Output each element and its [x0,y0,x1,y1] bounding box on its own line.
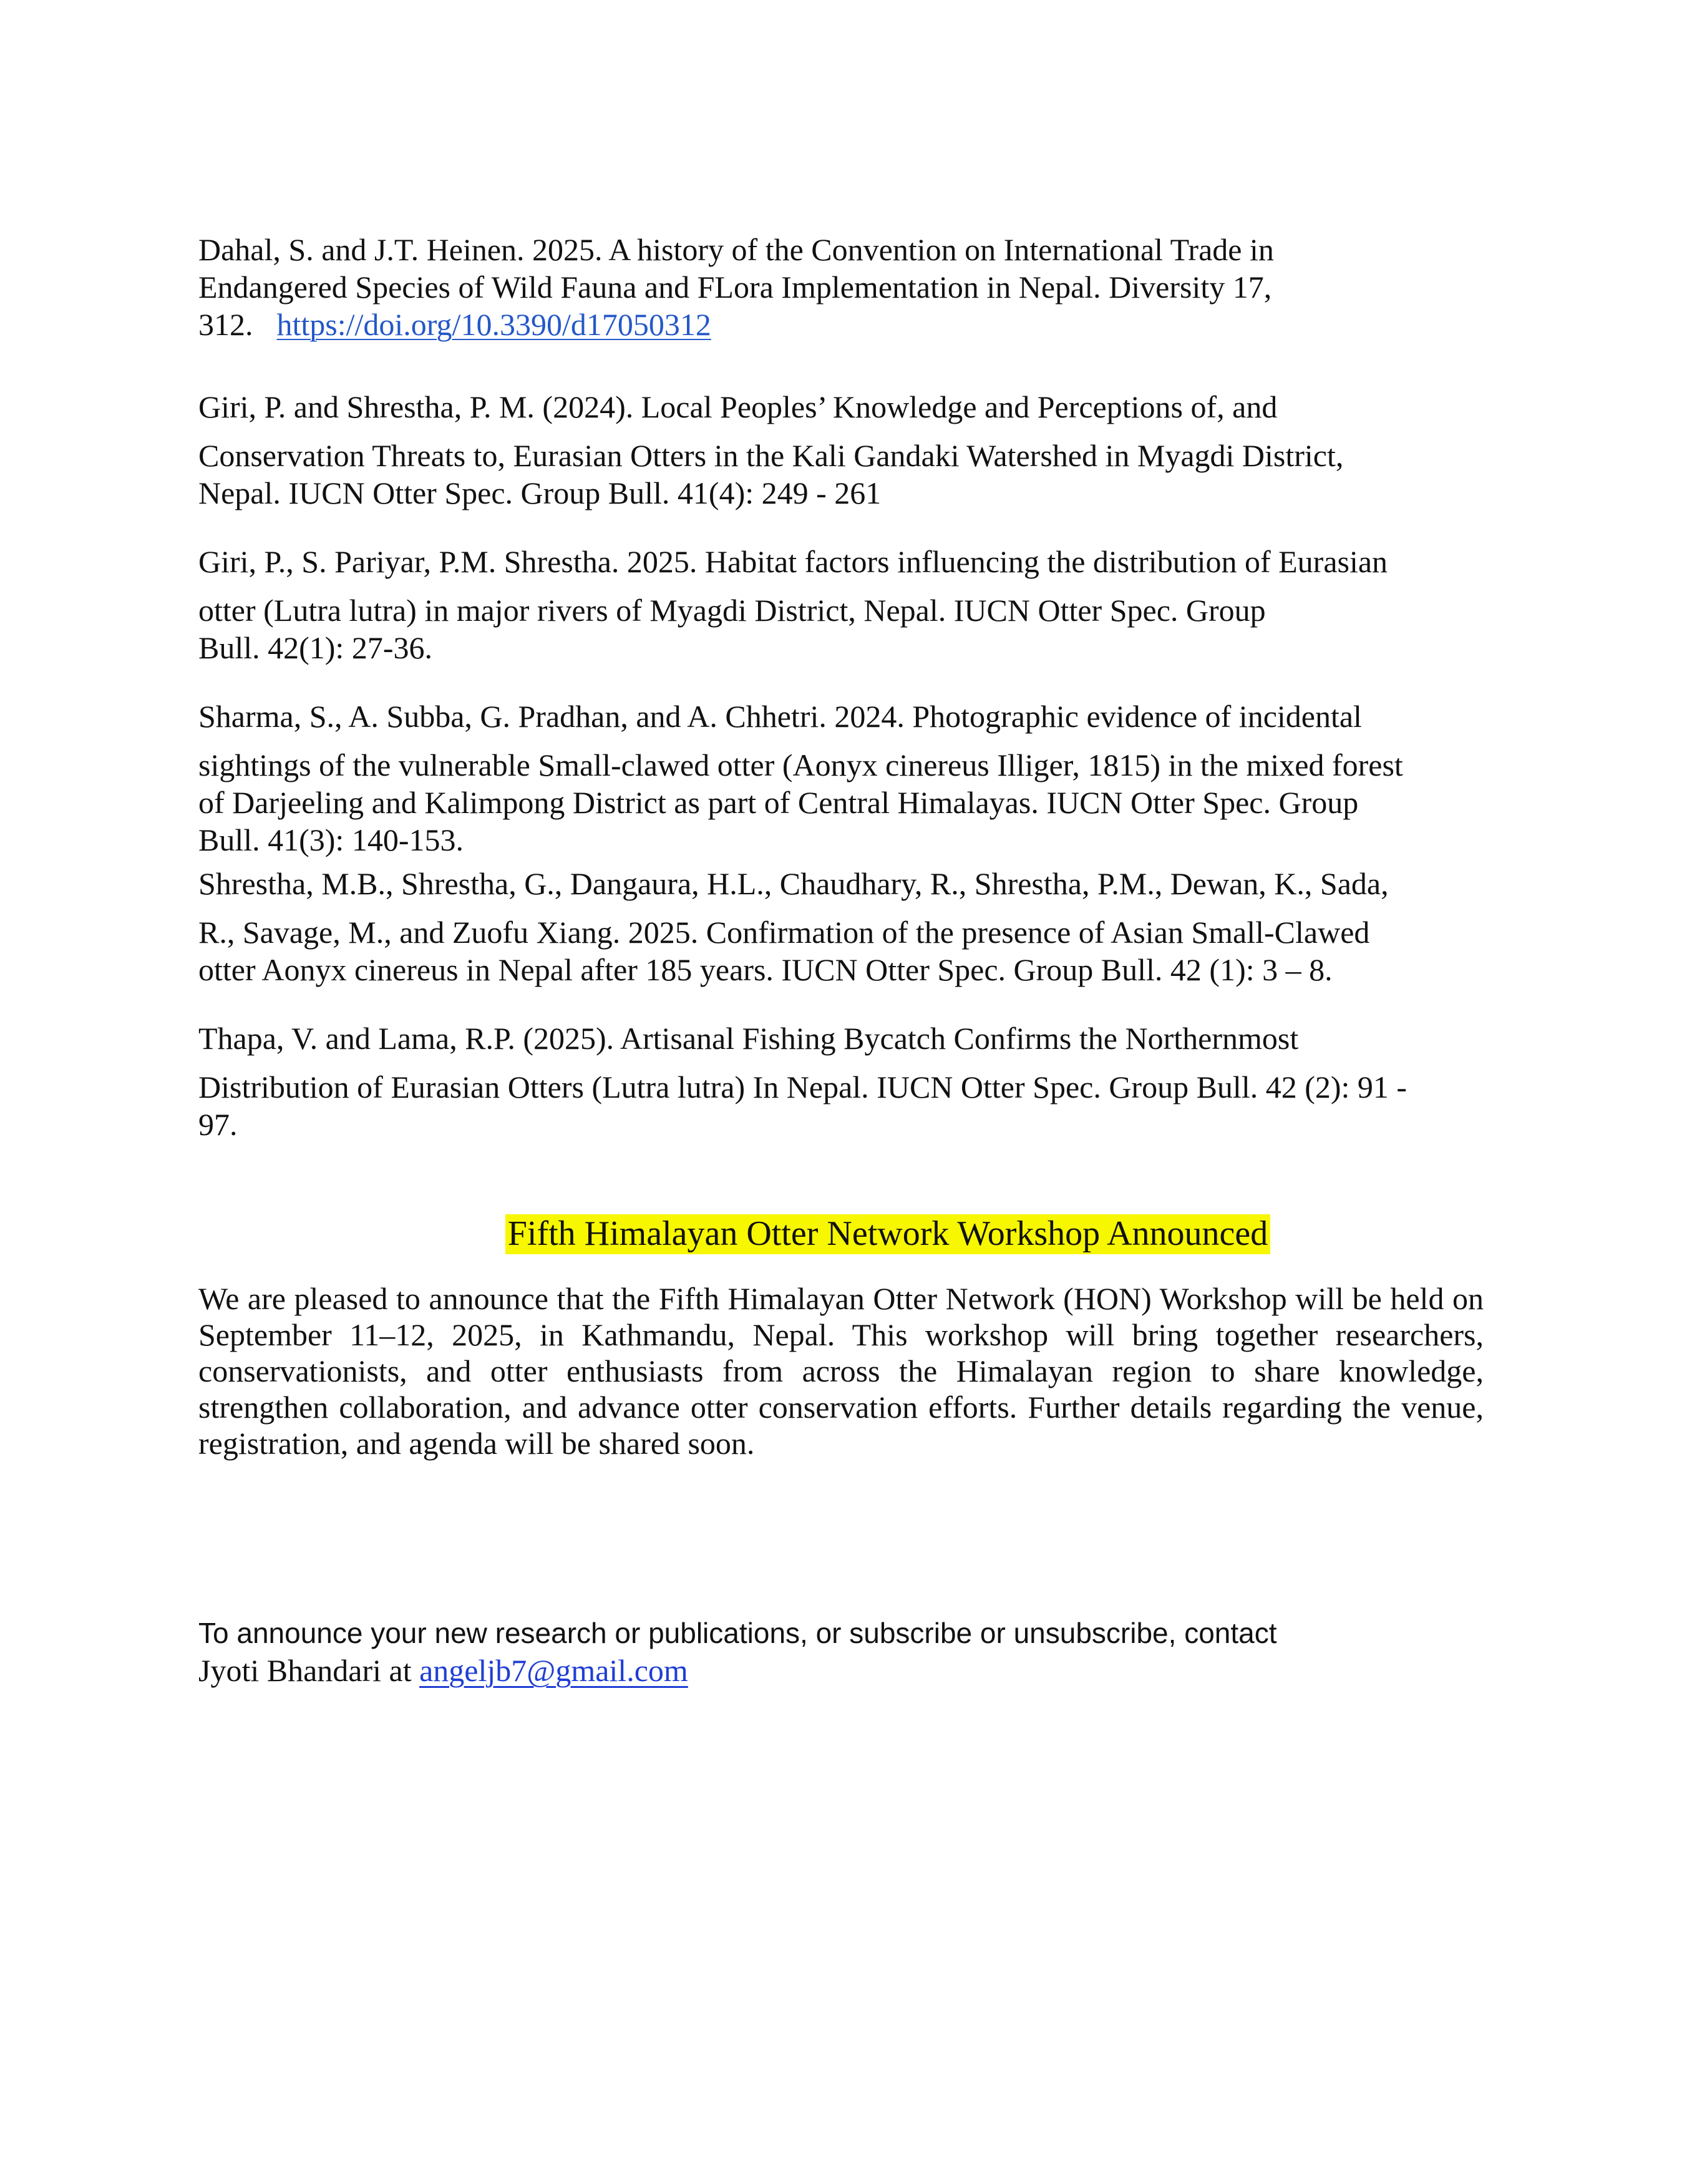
reference-line: Giri, P., S. Pariyar, P.M. Shrestha. 2025. Habitat factors influencing the distribution of Eurasian [198,544,1388,579]
reference-line: Giri, P. and Shrestha, P. M. (2024). Local Peoples’ Knowledge and Perceptions of, and [198,389,1278,424]
contact-person [198,1652,1577,1689]
email-link[interactable]: angeljb7@gmail.com [419,1653,688,1688]
document-page [198,231,1577,1689]
reference-line: Sharma, S., A. Subba, G. Pradhan, and A. Chhetri. 2024. Photographic evidence of incidental [198,699,1362,734]
contact-instructions: To announce your new research or publications, or subscribe or unsubscribe, contact [198,1617,1277,1649]
reference-line [198,306,1577,343]
contact-name: Jyoti Bhandari at [198,1653,412,1688]
reference-page-number: 312. [198,307,253,342]
reference-line: sightings of the vulnerable Small-clawed otter (Aonyx cinereus Illiger, 1815) in the mixed forest [198,748,1403,782]
reference-giri-pariyar-2025 [198,543,1577,666]
reference-line: R., Savage, M., and Zuofu Xiang. 2025. Confirmation of the presence of Asian Small-Clawed [198,915,1370,950]
announcement-title-highlight: Fifth Himalayan Otter Network Workshop Announced [505,1214,1270,1254]
announcement-heading [198,1212,1577,1255]
doi-link[interactable]: https://doi.org/10.3390/d17050312 [276,307,711,342]
contact-note [198,1614,1577,1689]
reference-thapa-lama-2025 [198,1020,1577,1143]
reference-sharma-2024 [198,698,1577,859]
reference-line: Distribution of Eurasian Otters (Lutra lutra) In Nepal. IUCN Otter Spec. Group Bull. 42 (2): 91 - [198,1070,1407,1104]
reference-giri-shrestha-2024 [198,388,1577,512]
reference-line: Endangered Species of Wild Fauna and FLora Implementation in Nepal. Diversity 17, [198,270,1272,305]
reference-line: 97. [198,1107,238,1142]
reference-line: of Darjeeling and Kalimpong District as part of Central Himalayas. IUCN Otter Spec. Group [198,785,1359,820]
reference-dahal-2025 [198,231,1577,343]
reference-line: Dahal, S. and J.T. Heinen. 2025. A history of the Convention on International Trade in [198,232,1274,267]
reference-line: Conservation Threats to, Eurasian Otters in the Kali Gandaki Watershed in Myagdi District, [198,438,1344,473]
reference-line: Shrestha, M.B., Shrestha, G., Dangaura, H.L., Chaudhary, R., Shrestha, P.M., Dewan, K., Sada, [198,866,1389,901]
reference-line: Nepal. IUCN Otter Spec. Group Bull. 41(4): 249 - 261 [198,475,882,510]
reference-shrestha-2025 [198,865,1577,988]
reference-line: otter Aonyx cinereus in Nepal after 185 years. IUCN Otter Spec. Group Bull. 42 (1): 3 – 8. [198,952,1333,987]
reference-line: Bull. 41(3): 140-153. [198,822,464,857]
reference-line: Thapa, V. and Lama, R.P. (2025). Artisanal Fishing Bycatch Confirms the Northernmost [198,1021,1299,1056]
announcement-body: We are pleased to announce that the Fifth Himalayan Otter Network (HON) Workshop will be held on September 11–12, 2025, in Kathmandu, Nepal. This workshop will bring together researchers, conservationists, and otter enthusiasts from across the Himalayan region to share knowledge, strengthen collaboration, and advance otter conservation efforts. Further details regarding the venue, registration, and agenda will be shared soon. [198,1281,1484,1461]
reference-line: Bull. 42(1): 27-36. [198,630,432,665]
reference-line: otter (Lutra lutra) in major rivers of Myagdi District, Nepal. IUCN Otter Spec. Group [198,593,1266,628]
